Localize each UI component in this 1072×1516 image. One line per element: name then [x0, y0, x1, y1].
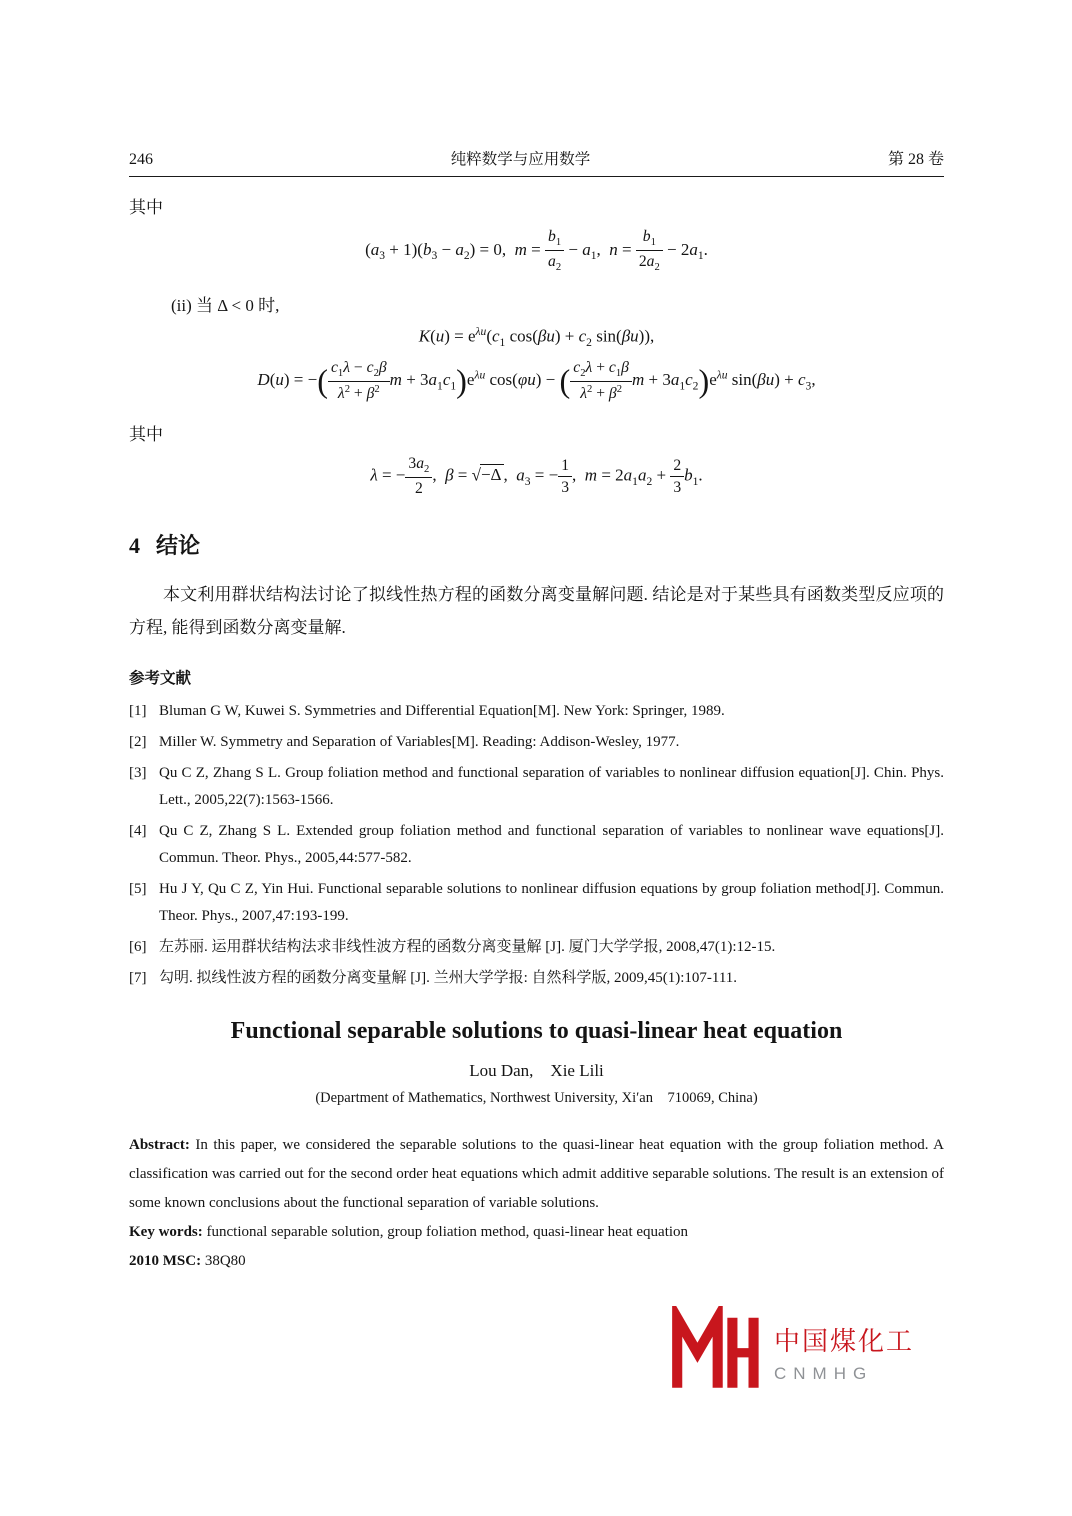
keywords-line: [129, 1218, 944, 1247]
reference-text: 左苏丽. 运用群状结构法求非线性波方程的函数分离变量解 [J]. 厦门大学学报, 2008,47(1):12-15.: [159, 939, 776, 956]
reference-label: [5]: [129, 881, 147, 898]
reference-label: [4]: [129, 823, 147, 840]
reference-item: [129, 876, 944, 930]
reference-label: [3]: [129, 765, 147, 782]
reference-label: [6]: [129, 939, 147, 956]
equation-lambda: λ = − $\frac{3a_2}{2}$ , β = √−Δ , $a_3$ = − $\frac{1}{3}$ , $m = 2a_1a_2$ + $\frac{2}{3}$ $b_1$.: [370, 455, 703, 498]
reference-item: [129, 934, 944, 961]
reference-item: [129, 760, 944, 814]
volume-label: 第 28 卷: [887, 151, 944, 168]
where-label-2: 其中: [129, 425, 163, 445]
conclusion-paragraph: 本文利用群状结构法讨论了拟线性热方程的函数分离变量解问题. 结论是对于某些具有函数类型反应项的方程, 能得到函数分离变量解.: [129, 585, 944, 638]
reference-label: [2]: [129, 734, 147, 751]
running-header: [129, 146, 944, 177]
case-ii-line: (ii) 当 Δ < 0 时,: [171, 295, 280, 315]
reference-label: [1]: [129, 703, 147, 720]
section-title: 结论: [156, 533, 201, 559]
publisher-name-en: CNMHG: [774, 1364, 874, 1383]
reference-list: [129, 698, 944, 992]
reference-item: [129, 965, 944, 992]
reference-text: Qu C Z, Zhang S L. Extended group foliation method and functional separation of variables to nonlinear wave equations[J]. Commun. Theor. Phys., 2005,44:577-582.: [159, 823, 944, 867]
journal-title: 纯粹数学与应用数学: [450, 151, 591, 168]
publisher-name-cn: 中国煤化工: [774, 1327, 915, 1356]
reference-text: Qu C Z, Zhang S L. Group foliation method and functional separation of variables to nonlinear diffusion equation[J]. Chin. Phys. Lett., 2005,22(7):1563-1566.: [159, 765, 944, 809]
equation-K: $K(u) = e^{\lambda u}(c_1$ $\cos(\beta u) + c_2$ sin(βu)),: [418, 324, 655, 349]
reference-text: Hu J Y, Qu C Z, Yin Hui. Functional separable solutions to nonlinear diffusion equations by group foliation method[J]. Commun. Theor. Phys., 2007,47:193-199.: [159, 881, 944, 925]
page-number: 246: [129, 151, 153, 168]
publisher-logo-text: [774, 1321, 914, 1384]
section-number: 4: [129, 533, 140, 559]
abstract-text: In this paper, we considered the separable solutions to the quasi-linear heat equation with the group foliation method. A classification was carried out for the second order heat equations which admit additive separable solutions. The result is an extension of some known conclusions about the functional separation of variable solutions.: [129, 1137, 944, 1212]
abstract-label: Abstract:: [129, 1137, 190, 1154]
abstract-block: [129, 1131, 944, 1218]
references-heading: 参考文献: [129, 670, 192, 688]
reference-item: [129, 698, 944, 725]
msc-text: 38Q80: [201, 1253, 246, 1270]
reference-text: Bluman G W, Kuwei S. Symmetries and Differential Equation[M]. New York: Springer, 1989.: [159, 703, 725, 720]
authors-line: Lou Dan, Xie Lili: [469, 1061, 604, 1081]
page: [129, 0, 944, 1276]
msc-label: 2010 MSC:: [129, 1253, 202, 1270]
reference-label: [7]: [129, 970, 147, 987]
affiliation-line: (Department of Mathematics, Northwest University, Xi′an 710069, China): [315, 1090, 758, 1107]
where-label-1: 其中: [129, 198, 163, 217]
keywords-text: functional separable solution, group foliation method, quasi-linear heat equation: [202, 1224, 689, 1241]
equation-D: D(u) = −( $\frac{c_1\lambda - c_2\beta}{\lambda^2 + \beta^2}$ $m + 3a_1c_1)e^{\lambda u}$ cos(φu) − ( $\frac{c_2\lambda + c_1\beta}{\lambda^2 + \beta^2}$ $m + 3a_1c_2)e^{\lambda u}$ $\sin(\beta u) + c_3$,: [257, 358, 816, 403]
msc-line: [129, 1247, 944, 1276]
reference-text: 勾明. 拟线性波方程的函数分离变量解 [J]. 兰州大学学报: 自然科学版, 2009,45(1):107-111.: [159, 970, 738, 987]
reference-item: [129, 818, 944, 872]
equation-1: $(a_3 + 1)(b_3 - a_2) = 0$, m = $\frac{b_1}{a_2}$ − $a_1$, n = $\frac{b_1}{2a_2}$ − $2a_1$.: [365, 228, 708, 274]
english-title: Functional separable solutions to quasi-linear heat equation: [230, 1018, 843, 1045]
cnmhg-logo-mark-icon: [668, 1306, 760, 1399]
keywords-label: Key words:: [129, 1224, 203, 1241]
reference-item: [129, 729, 944, 756]
publisher-logo: [668, 1306, 914, 1399]
section-heading: [129, 529, 944, 560]
reference-text: Miller W. Symmetry and Separation of Variables[M]. Reading: Addison-Wesley, 1977.: [159, 734, 680, 751]
